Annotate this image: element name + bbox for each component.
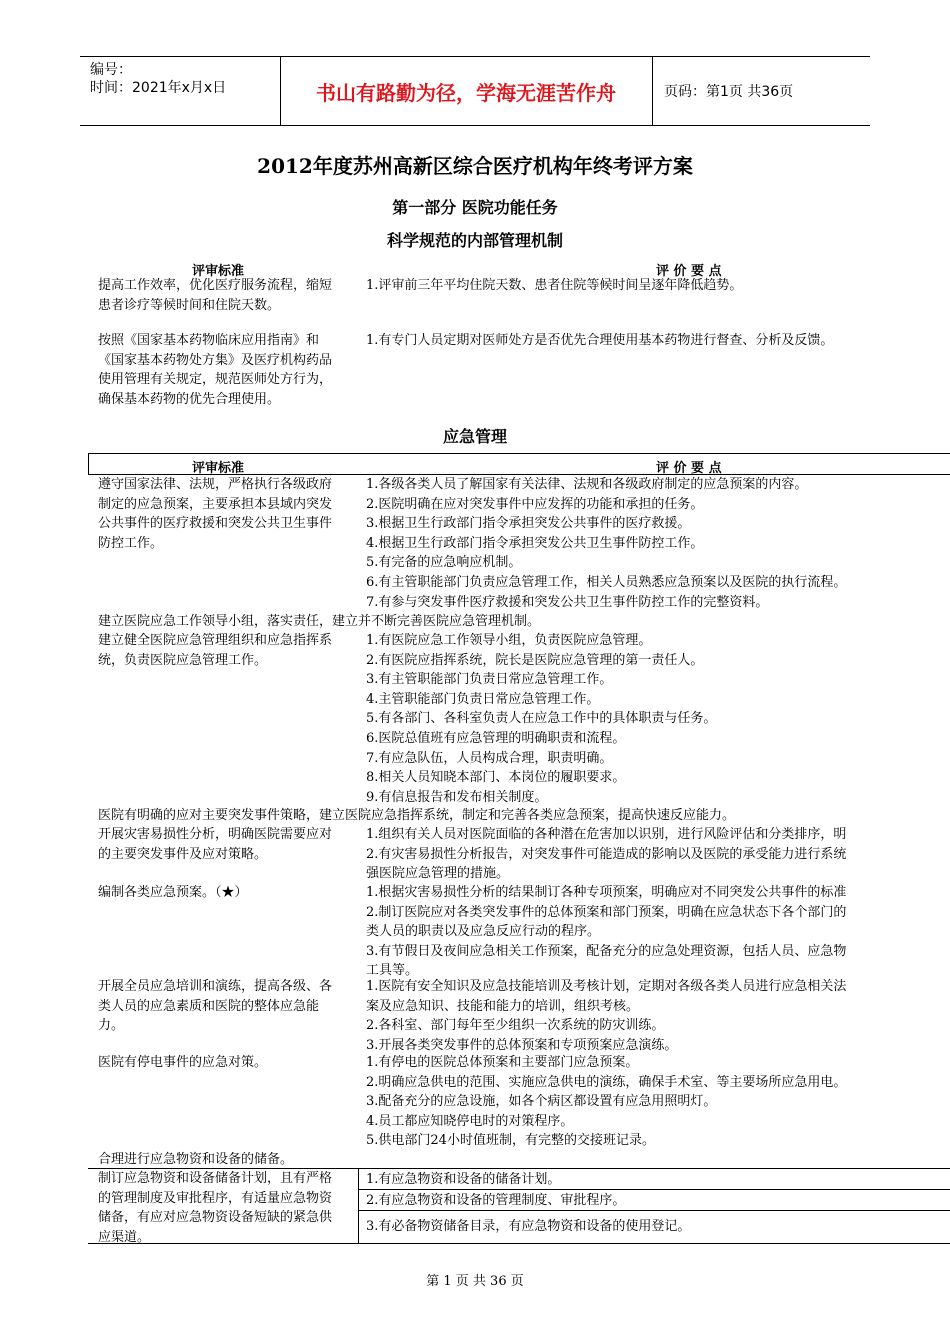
standard-cell: 制订应急物资和设备储备计划，且有严格的管理制度及审批程序，有适量应急物资储备，有应对应急物资设备短缺的紧急供应渠道。: [98, 1171, 333, 1245]
point-item: 5.供电部门24小时值班制，有完整的交接班记录。: [366, 1133, 655, 1149]
point-item: 3.有节假日及夜间应急相关工作预案，配备充分的应急处理资源，包括人员、应急物: [366, 943, 847, 959]
point-item: 5.有各部门、各科室负责人在应急工作中的具体职责与任务。: [366, 711, 717, 727]
table-top-border: [88, 453, 950, 454]
point-cell: 1.评审前三年平均住院天数、患者住院等候时间呈逐年降低趋势。: [366, 278, 743, 293]
point-item: 2.制订医院应对各类突发事件的总体预案和部门预案，明确在应急状态下各个部门的: [366, 904, 847, 920]
column-header-standard: 评审标准: [192, 264, 245, 279]
standard-cell: 开展灾害易损性分析，明确医院需要应对的主要突发事件及应对策略。: [98, 827, 333, 862]
point-item: 7.有参与突发事件医疗救援和突发公共卫生事件防控工作的完整资料。: [366, 594, 769, 610]
table-left-border: [88, 453, 89, 475]
section-title-emergency: 应急管理: [442, 427, 507, 446]
point-item: 2.医院明确在应对突发事件中应发挥的功能和承担的任务。: [366, 496, 704, 512]
part-title: 第一部分 医院功能任务: [392, 198, 558, 217]
point-item: 1.有医院应急工作领导小组，负责医院应急管理。: [366, 633, 652, 648]
point-cell: 1.有专门人员定期对医师处方是否优先合理使用基本药物进行督查、分析及反馈。: [366, 333, 834, 348]
point-item: 7.有应急队伍，人员构成合理，职责明确。: [366, 750, 613, 766]
point-item: 8.相关人员知晓本部门、本岗位的履职要求。: [366, 770, 626, 786]
point-item: 4.根据卫生行政部门指令承担突发公共卫生事件防控工作。: [366, 535, 704, 551]
point-item: 1.医院有安全知识及应急技能培训及考核计划，定期对各级各类人员进行应急相关法: [366, 979, 847, 994]
point-item: 工具等。: [366, 963, 419, 979]
point-item: 2.明确应急供电的范围、实施应急供电的演练，确保手术室、等主要场所应急用电。: [366, 1074, 847, 1090]
subsection-heading: 建立医院应急工作领导小组，落实责任，建立并不断完善医院应急管理机制。: [98, 614, 541, 629]
column-header-points: 评 价 要 点: [656, 264, 722, 279]
point-item: 3.有主管职能部门负责日常应急管理工作。: [366, 672, 613, 688]
column-header-points: 评 价 要 点: [656, 461, 722, 476]
standard-cell: 医院有停电事件的应急对策。: [98, 1055, 268, 1070]
point-item: 案及应急知识、技能和能力的培训，组织考核。: [366, 998, 640, 1014]
point-item: 强医院应急管理的措施。: [366, 866, 510, 882]
page-footer: 第 1 页 共 36 页: [426, 1274, 524, 1289]
document-time-label: 时间：2021年x月x日: [90, 80, 227, 96]
point-item: 1.根据灾害易损性分析的结果制订各种专项预案，明确应对不同突发公共事件的标准: [366, 885, 847, 900]
point-item: 9.有信息报告和发布相关制度。: [366, 789, 548, 805]
header-page-label: 页码：第1页 共36页: [664, 84, 794, 100]
section-title-management: 科学规范的内部管理机制: [386, 231, 563, 250]
point-item: 1.组织有关人员对医院面临的各种潜在危害加以识别，进行风险评估和分类排序，明: [366, 827, 847, 842]
point-item: 类人员的职责以及应急反应行动的程序。: [366, 924, 601, 940]
document-number-label: 编号：: [90, 62, 132, 78]
standard-cell: 遵守国家法律、法规，严格执行各级政府制定的应急预案，主要承担本县域内突发公共事件的医疗救援和突发公共卫生事件防控工作。: [98, 477, 333, 551]
point-item: 4.员工都应知晓停电时的对策程序。: [366, 1113, 574, 1129]
standard-cell: 开展全员应急培训和演练，提高各级、各类人员的应急素质和医院的整体应急能力。: [98, 979, 333, 1033]
point-item: 1.各级各类人员了解国家有关法律、法规和各级政府制定的应急预案的内容。: [366, 477, 808, 492]
subsection-heading: 合理进行应急物资和设备的储备。: [98, 1152, 294, 1167]
header-divider-right: [652, 57, 653, 125]
column-header-standard: 评审标准: [192, 461, 245, 476]
point-item: 3.开展各类突发事件的总体预案和专项预案应急演练。: [366, 1037, 678, 1053]
point-item: 1.有停电的医院总体预案和主要部门应急预案。: [366, 1055, 639, 1070]
header-meta: [90, 61, 226, 97]
standard-cell: 按照《国家基本药物临床应用指南》和《国家基本药物处方集》及医疗机构药品使用管理有关规定，规范医师处方行为，确保基本药物的优先合理使用。: [98, 333, 333, 407]
point-item: 6.有主管职能部门负责应急管理工作，相关人员熟悉应急预案以及医院的执行流程。: [366, 575, 847, 590]
point-item: 4.主管职能部门负责日常应急管理工作。: [366, 691, 600, 707]
point-item: 1.有应急物资和设备的储备计划。: [366, 1172, 561, 1187]
standard-cell: 建立健全医院应急管理组织和应急指挥系统，负责医院应急管理工作。: [98, 633, 333, 668]
point-item: 2.有应急物资和设备的管理制度、审批程序。: [366, 1193, 626, 1208]
point-item: 3.有必备物资储备目录，有应急物资和设备的使用登记。: [366, 1219, 691, 1234]
point-item: 2.各科室、部门每年至少组织一次系统的防灾训练。: [366, 1018, 665, 1034]
table-column-divider: [358, 1168, 359, 1244]
point-item: 3.根据卫生行政部门指令承担突发公共事件的医疗救援。: [366, 516, 691, 532]
header-motto: 书山有路勤为径，学海无涯苦作舟: [316, 80, 616, 105]
document-title: 2012年度苏州高新区综合医疗机构年终考评方案: [257, 154, 693, 178]
point-item: 2.有医院应指挥系统，院长是医院应急管理的第一责任人。: [366, 652, 704, 668]
point-item: 2.有灾害易损性分析报告，对突发事件可能造成的影响以及医院的承受能力进行系统: [366, 846, 847, 862]
page-header: [80, 56, 870, 126]
point-item: 3.配备充分的应急设施，如各个病区都设置有应急用照明灯。: [366, 1094, 717, 1110]
standard-cell: 提高工作效率，优化医疗服务流程，缩短患者诊疗等候时间和住院天数。: [98, 278, 333, 313]
standard-cell: 编制各类应急预案。（★）: [98, 885, 248, 900]
point-item: 6.医院总值班有应急管理的明确职责和流程。: [366, 731, 626, 746]
point-item: 5.有完备的应急响应机制。: [366, 555, 522, 571]
subsection-heading: 医院有明确的应对主要突发事件策略，建立医院应急指挥系统，制定和完善各类应急预案，提高快速反应能力。: [98, 808, 736, 823]
